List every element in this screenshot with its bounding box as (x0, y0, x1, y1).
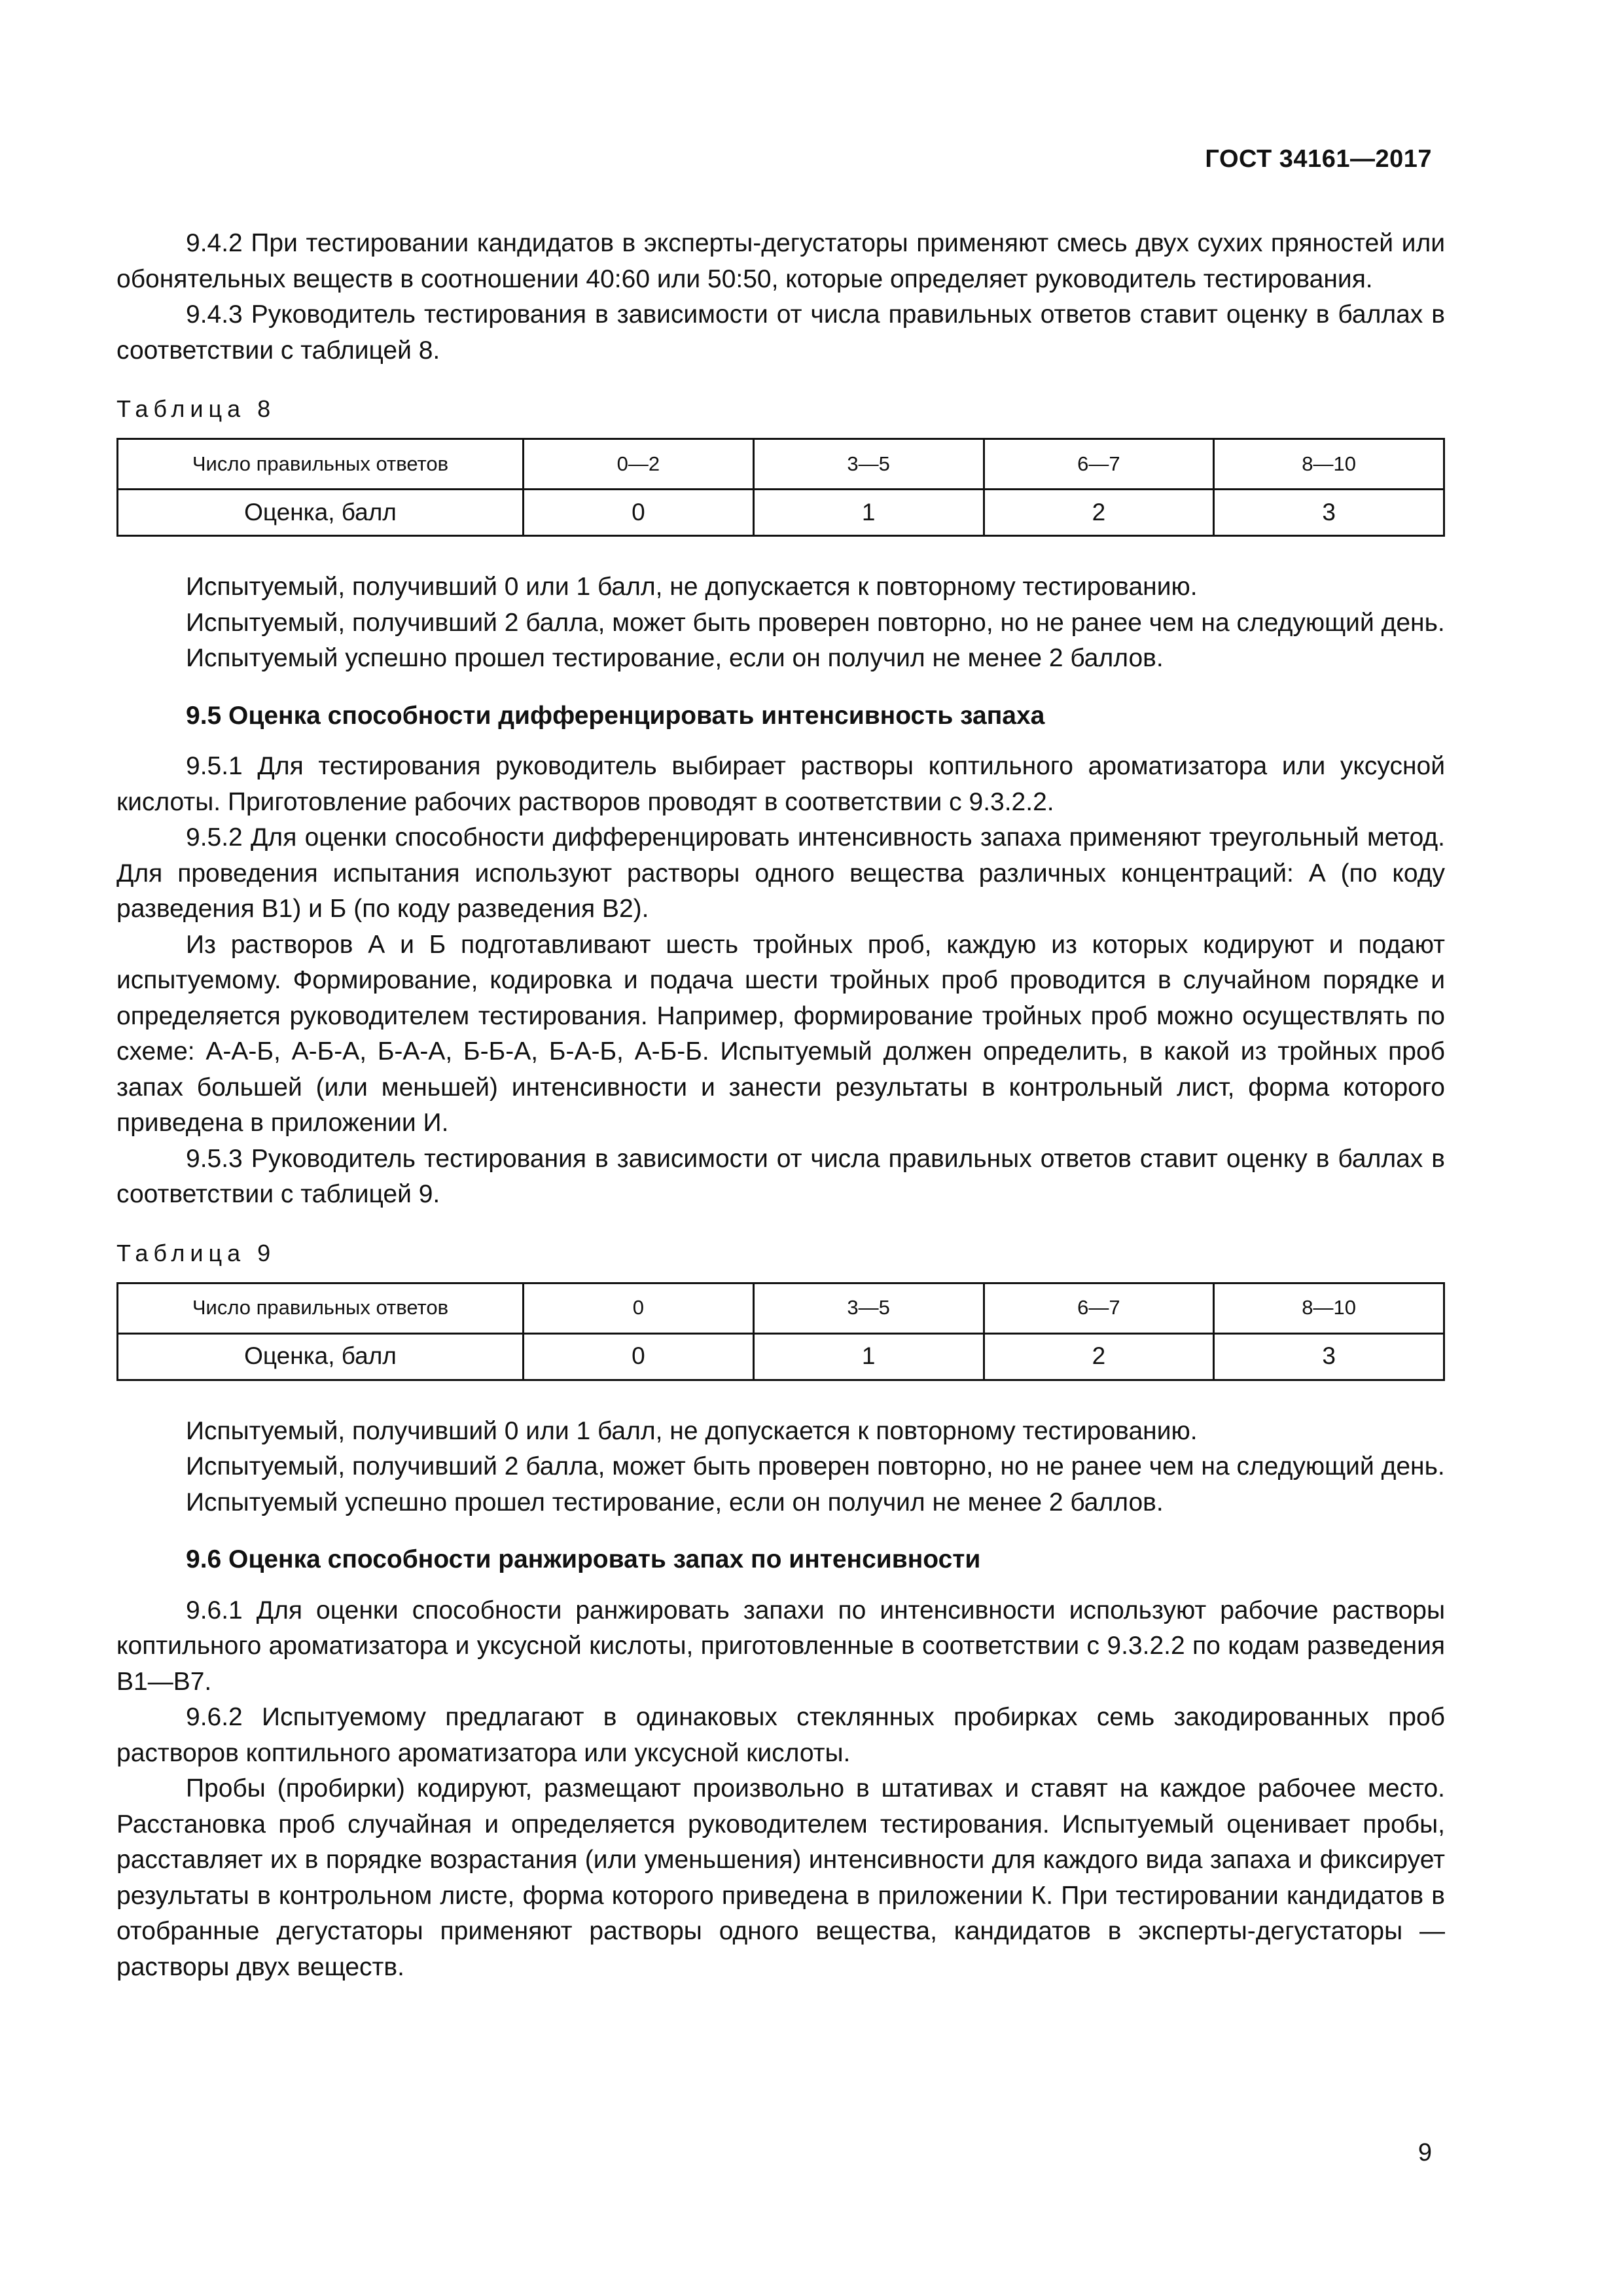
table-cell: 1 (753, 1333, 984, 1380)
section-9-5-title: 9.5 Оценка способности дифференцировать интенсивность запаха (186, 701, 1045, 730)
paragraph: Испытуемый, получивший 2 балла, может быть проверен повторно, но не ранее чем на следующий день. (186, 608, 1445, 637)
table-cell: 6—7 (984, 439, 1214, 490)
page-number: 9 (1418, 2139, 1432, 2166)
table-cell: Число правильных ответов (118, 439, 524, 490)
page-content (116, 226, 1445, 1985)
paragraph-9-6-1: 9.6.1 Для оценки способности ранжировать запахи по интенсивности используют рабочие растворы коптильного ароматизатора и уксусной кислоты, приготовленные в соответствии с 9.3.2.2 по кодам разведения В1—В7. (116, 1596, 1445, 1696)
paragraph: Испытуемый, получивший 0 или 1 балл, не допускается к повторному тестированию. (186, 573, 1198, 601)
table-cell: 2 (984, 1333, 1214, 1380)
table-8-score-row (118, 490, 1444, 536)
paragraph: Испытуемый, получивший 2 балла, может быть проверен повторно, но не ранее чем на следующий день. (186, 1452, 1445, 1480)
paragraph-9-5-2: 9.5.2 Для оценки способности дифференцировать интенсивность запаха применяют треугольный метод. Для проведения испытания используют растворы одного вещества различных концентраций: А (по коду разведения В1) и Б (по коду разведения В2). (116, 823, 1445, 923)
paragraph-9-4-3: 9.4.3 Руководитель тестирования в зависимости от числа правильных ответов ставит оценку в баллах в соответствии с таблицей 8. (116, 300, 1445, 365)
table-cell: 0—2 (524, 439, 754, 490)
table-cell: 3—5 (753, 1283, 984, 1333)
table-8-answers-row (118, 439, 1444, 490)
paragraph: Испытуемый успешно прошел тестирование, если он получил не менее 2 баллов. (186, 1488, 1164, 1516)
table-9-answers-row (118, 1283, 1444, 1333)
section-9-6-title: 9.6 Оценка способности ранжировать запах по интенсивности (186, 1545, 981, 1573)
table-cell: 0 (524, 490, 754, 536)
table-cell: 8—10 (1214, 439, 1444, 490)
standard-code: ГОСТ 34161—2017 (1205, 145, 1432, 173)
table-9 (116, 1282, 1445, 1381)
table-cell: 1 (753, 490, 984, 536)
paragraph-9-6-2: 9.6.2 Испытуемому предлагают в одинаковых стеклянных пробирках семь закодированных проб растворов коптильного ароматизатора или уксусной кислоты. (116, 1703, 1445, 1767)
paragraph-9-5-1: 9.5.1 Для тестирования руководитель выбирает растворы коптильного ароматизатора или уксусной кислоты. Приготовление рабочих растворов проводят в соответствии с 9.3.2.2. (116, 752, 1445, 816)
table-cell: 8—10 (1214, 1283, 1444, 1333)
table-cell: Оценка, балл (118, 1333, 524, 1380)
table-8 (116, 438, 1445, 537)
table-9-score-row (118, 1333, 1444, 1380)
paragraph-9-4-2: 9.4.2 При тестировании кандидатов в эксперты-дегустаторы применяют смесь двух сухих пряностей или обонятельных веществ в соотношении 40:60 или 50:50, которые определяет руководитель тестирования. (116, 229, 1445, 293)
table-cell: 3 (1214, 1333, 1444, 1380)
paragraph: Пробы (пробирки) кодируют, размещают произвольно в штативах и ставят на каждое рабочее место. Расстановка проб случайная и определяется руководителем тестирования. Испытуемый оценивает пробы, расставляет их в порядке возрастания (или уменьшения) интенсивности для каждого вида запаха и фиксирует результаты в контрольном листе, форма которого приведена в приложении К. При тестировании кандидатов в отобранные дегустаторы применяют растворы одного вещества, кандидатов в эксперты-дегустаторы — растворы двух веществ. (116, 1774, 1445, 1981)
table-cell: 0 (524, 1283, 754, 1333)
table-cell: Оценка, балл (118, 490, 524, 536)
table-cell: 3—5 (753, 439, 984, 490)
table-8-caption: Таблица 8 (116, 395, 276, 422)
paragraph: Испытуемый успешно прошел тестирование, если он получил не менее 2 баллов. (186, 644, 1164, 672)
table-cell: 3 (1214, 490, 1444, 536)
table-cell: Число правильных ответов (118, 1283, 524, 1333)
paragraph: Из растворов А и Б подготавливают шесть тройных проб, каждую из которых кодируют и подают испытуемому. Формирование, кодировка и подача шести тройных проб проводится в случайном порядке и определяется руководителем тестирования. Например, формирование тройных проб можно осуществлять по схеме: А-А-Б, А-Б-А, Б-А-А, Б-Б-А, Б-А-Б, А-Б-Б. Испытуемый должен определить, в какой из тройных проб запах большей (или меньшей) интенсивности и занести результаты в контрольный лист, форма которого приведена в приложении И. (116, 930, 1445, 1137)
table-cell: 2 (984, 490, 1214, 536)
table-9-caption: Таблица 9 (116, 1239, 276, 1266)
table-cell: 6—7 (984, 1283, 1214, 1333)
paragraph-9-5-3: 9.5.3 Руководитель тестирования в зависимости от числа правильных ответов ставит оценку в баллах в соответствии с таблицей 9. (116, 1144, 1445, 1208)
paragraph: Испытуемый, получивший 0 или 1 балл, не допускается к повторному тестированию. (186, 1416, 1198, 1445)
table-cell: 0 (524, 1333, 754, 1380)
